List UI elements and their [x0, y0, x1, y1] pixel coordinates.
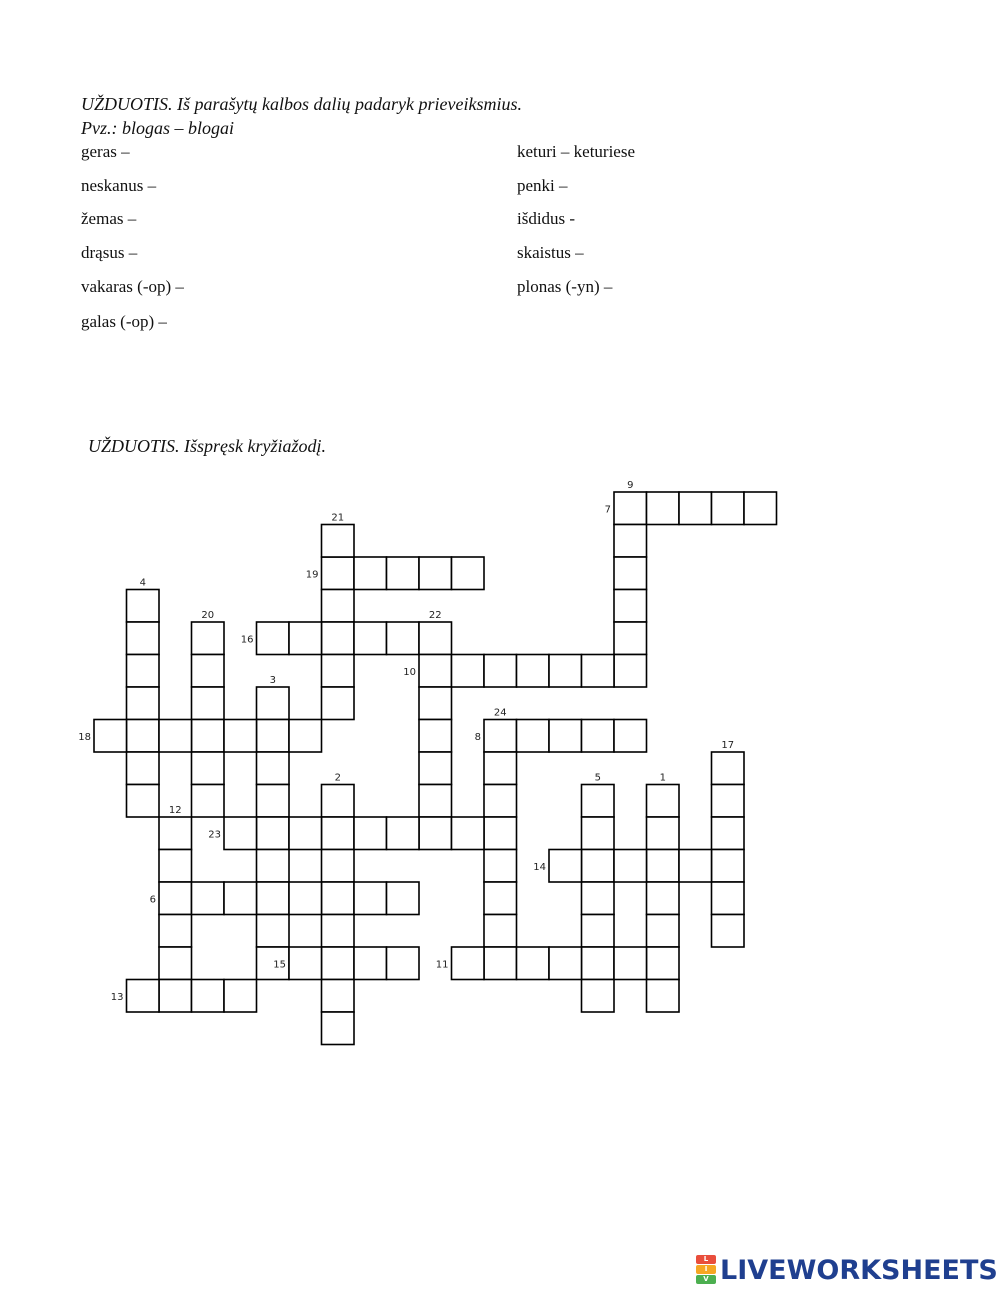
crossword-cell[interactable] — [127, 785, 160, 818]
clue-number-15: 15 — [273, 959, 286, 971]
crossword-cell[interactable] — [257, 882, 290, 915]
crossword-cell[interactable] — [484, 720, 517, 753]
crossword-cell[interactable] — [192, 622, 225, 655]
crossword-cell[interactable] — [192, 655, 225, 688]
crossword-cell[interactable] — [322, 557, 355, 590]
crossword-cell[interactable] — [647, 817, 680, 850]
word-right-3: išdidus - — [517, 209, 576, 228]
crossword-cell[interactable] — [322, 525, 355, 558]
crossword-cell[interactable] — [289, 817, 322, 850]
crossword-cell[interactable] — [582, 785, 615, 818]
crossword-cell[interactable] — [322, 1012, 355, 1045]
crossword-cell[interactable] — [322, 882, 355, 915]
crossword-cell[interactable] — [354, 557, 387, 590]
crossword-cell[interactable] — [712, 850, 745, 883]
crossword-cell[interactable] — [257, 622, 290, 655]
crossword-cell[interactable] — [159, 980, 192, 1013]
word-right-5: plonas (-yn) – — [517, 277, 613, 296]
crossword-cell[interactable] — [322, 850, 355, 883]
word-left-3: žemas – — [81, 209, 137, 228]
crossword-cell[interactable] — [127, 720, 160, 753]
word-left-2: neskanus – — [81, 176, 157, 195]
crossword-cell[interactable] — [549, 850, 582, 883]
crossword-cell[interactable] — [712, 882, 745, 915]
crossword-cell[interactable] — [224, 980, 257, 1013]
crossword-cell[interactable] — [354, 622, 387, 655]
crossword-cell[interactable] — [387, 622, 420, 655]
crossword-cell[interactable] — [387, 817, 420, 850]
crossword-cell[interactable] — [387, 882, 420, 915]
clue-number-4: 4 — [139, 577, 146, 589]
clue-number-16: 16 — [240, 634, 254, 646]
crossword-cell[interactable] — [322, 687, 355, 720]
logo-letter-l: L — [696, 1255, 716, 1264]
clue-number-9: 9 — [627, 480, 634, 491]
crossword-cell[interactable] — [484, 915, 517, 948]
crossword-cell[interactable] — [322, 915, 355, 948]
crossword-cell[interactable] — [127, 622, 160, 655]
logo-letter-v: V — [696, 1275, 716, 1284]
task2-title: UŽDUOTIS. Išspręsk kryžiažodį. — [88, 436, 326, 456]
crossword-cell[interactable] — [647, 785, 680, 818]
crossword-cell[interactable] — [322, 622, 355, 655]
crossword-cell[interactable] — [549, 947, 582, 980]
clue-number-17: 17 — [721, 740, 735, 751]
crossword-cell[interactable] — [484, 817, 517, 850]
crossword-cell[interactable] — [647, 492, 680, 525]
crossword-cell[interactable] — [647, 947, 680, 980]
crossword-cell[interactable] — [127, 980, 160, 1013]
crossword-cell[interactable] — [289, 622, 322, 655]
crossword-cell[interactable] — [192, 720, 225, 753]
crossword-cell[interactable] — [127, 655, 160, 688]
crossword-cell[interactable] — [354, 947, 387, 980]
crossword-cell[interactable] — [647, 980, 680, 1013]
clue-number-22: 22 — [428, 610, 442, 621]
crossword-cell[interactable] — [452, 557, 485, 590]
crossword-cell[interactable] — [257, 915, 290, 948]
crossword-cell[interactable] — [614, 525, 647, 558]
crossword-cell[interactable] — [614, 947, 647, 980]
clue-number-10: 10 — [403, 666, 416, 678]
crossword-cell[interactable] — [289, 720, 322, 753]
crossword-cell[interactable] — [484, 850, 517, 883]
crossword-cell[interactable] — [192, 687, 225, 720]
crossword-cell[interactable] — [127, 687, 160, 720]
crossword-cell[interactable] — [224, 817, 257, 850]
crossword-cell[interactable] — [159, 817, 192, 850]
crossword-cell[interactable] — [159, 947, 192, 980]
crossword-cell[interactable] — [614, 622, 647, 655]
crossword-cell[interactable] — [582, 720, 615, 753]
crossword-cell[interactable] — [582, 980, 615, 1013]
crossword-cell[interactable] — [387, 947, 420, 980]
clue-number-14: 14 — [533, 861, 546, 873]
crossword-cell[interactable] — [322, 590, 355, 623]
crossword-cell[interactable] — [484, 752, 517, 785]
crossword-cell[interactable] — [452, 817, 485, 850]
crossword-cell[interactable] — [257, 785, 290, 818]
crossword-cell[interactable] — [419, 720, 452, 753]
crossword-cell[interactable] — [582, 655, 615, 688]
clue-number-1: 1 — [659, 772, 666, 784]
crossword-cell[interactable] — [419, 557, 452, 590]
crossword-cell[interactable] — [322, 785, 355, 818]
crossword-cell[interactable] — [614, 720, 647, 753]
liveworksheets-logo-icon — [696, 1255, 716, 1285]
crossword-cell[interactable] — [419, 655, 452, 688]
crossword-cell[interactable] — [127, 752, 160, 785]
crossword-cell[interactable] — [289, 882, 322, 915]
clue-number-21: 21 — [331, 512, 345, 524]
crossword-cell[interactable] — [582, 882, 615, 915]
crossword-cell[interactable] — [517, 655, 550, 688]
clue-number-3: 3 — [269, 675, 276, 686]
crossword-cell[interactable] — [354, 817, 387, 850]
crossword-cell[interactable] — [614, 557, 647, 590]
crossword-cell[interactable] — [94, 720, 127, 753]
crossword-cell[interactable] — [582, 817, 615, 850]
crossword-cell[interactable] — [452, 947, 485, 980]
crossword-cell[interactable] — [289, 947, 322, 980]
crossword-cell[interactable] — [159, 850, 192, 883]
crossword-cell[interactable] — [127, 590, 160, 623]
crossword-cell[interactable] — [647, 915, 680, 948]
clue-number-23: 23 — [208, 829, 221, 841]
crossword-cell[interactable] — [224, 720, 257, 753]
crossword-cell[interactable] — [614, 492, 647, 525]
crossword-cell[interactable] — [419, 785, 452, 818]
crossword-cell[interactable] — [192, 785, 225, 818]
crossword-cell[interactable] — [712, 817, 745, 850]
crossword-cell[interactable] — [484, 785, 517, 818]
clue-number-24: 24 — [493, 707, 507, 719]
crossword-cell[interactable] — [322, 817, 355, 850]
word-right-4: skaistus – — [517, 243, 584, 262]
liveworksheets-brand — [696, 1252, 998, 1288]
crossword-cell[interactable] — [647, 882, 680, 915]
crossword-cell[interactable] — [712, 785, 745, 818]
crossword-cell[interactable] — [679, 850, 712, 883]
crossword-cell[interactable] — [582, 915, 615, 948]
crossword-cell[interactable] — [582, 947, 615, 980]
clue-number-6: 6 — [149, 894, 156, 906]
crossword-cell[interactable] — [614, 850, 647, 883]
clue-number-12: 12 — [168, 805, 182, 816]
crossword-cell[interactable] — [517, 947, 550, 980]
crossword-cell[interactable] — [322, 980, 355, 1013]
clue-number-19: 19 — [305, 569, 319, 581]
crossword-cell[interactable] — [484, 882, 517, 915]
word-left-5: vakaras (-op) – — [81, 277, 184, 296]
crossword-cell[interactable] — [224, 882, 257, 915]
clue-number-2: 2 — [334, 772, 341, 784]
clue-number-13: 13 — [110, 991, 124, 1003]
crossword-cell[interactable] — [419, 752, 452, 785]
crossword-cell[interactable] — [452, 655, 485, 688]
crossword-cell[interactable] — [387, 557, 420, 590]
word-left-1: geras – — [81, 142, 130, 161]
brand-text: LIVEWORKSHEETS — [720, 1254, 998, 1286]
crossword-cell[interactable] — [679, 492, 712, 525]
crossword-cell[interactable] — [419, 817, 452, 850]
clue-number-7: 7 — [604, 504, 611, 516]
crossword-cell[interactable] — [257, 752, 290, 785]
crossword-cell[interactable] — [614, 655, 647, 688]
crossword-cell[interactable] — [257, 817, 290, 850]
crossword-cell[interactable] — [354, 882, 387, 915]
crossword-cell[interactable] — [744, 492, 777, 525]
crossword-cell[interactable] — [419, 622, 452, 655]
word-left-4: drąsus – — [81, 243, 138, 262]
clue-number-20: 20 — [201, 610, 215, 621]
clue-number-18: 18 — [78, 731, 91, 743]
crossword-cell[interactable] — [647, 850, 680, 883]
crossword-cell[interactable] — [257, 687, 290, 720]
logo-letter-i: I — [696, 1265, 716, 1274]
crossword-cell[interactable] — [419, 687, 452, 720]
crossword-cell[interactable] — [712, 752, 745, 785]
crossword-cell[interactable] — [322, 947, 355, 980]
crossword-cell[interactable] — [159, 720, 192, 753]
crossword-cell[interactable] — [257, 850, 290, 883]
crossword-cell[interactable] — [159, 882, 192, 915]
word-left-6: galas (-op) – — [81, 312, 167, 331]
word-right-2: penki – — [517, 176, 568, 195]
crossword-cell[interactable] — [549, 720, 582, 753]
crossword-cell[interactable] — [192, 882, 225, 915]
crossword-cell[interactable] — [192, 752, 225, 785]
word-right-1: keturi – keturiese — [517, 142, 636, 161]
crossword-cell[interactable] — [484, 655, 517, 688]
crossword-cell[interactable] — [549, 655, 582, 688]
task1-example: Pvz.: blogas – blogai — [81, 118, 234, 138]
crossword-cell[interactable] — [517, 720, 550, 753]
task1-title: UŽDUOTIS. Iš parašytų kalbos dalių padaryk prieveiksmius. — [81, 94, 522, 114]
clue-number-11: 11 — [435, 959, 449, 971]
crossword-cell[interactable] — [257, 720, 290, 753]
clue-number-5: 5 — [594, 772, 601, 784]
crossword-cell[interactable] — [614, 590, 647, 623]
crossword-cell[interactable] — [484, 947, 517, 980]
crossword-cell[interactable] — [712, 492, 745, 525]
clue-number-8: 8 — [474, 731, 481, 743]
crossword-cell[interactable] — [712, 915, 745, 948]
crossword-cell[interactable] — [192, 980, 225, 1013]
crossword-cell[interactable] — [159, 915, 192, 948]
crossword-cell[interactable] — [322, 655, 355, 688]
crossword-cell[interactable] — [582, 850, 615, 883]
